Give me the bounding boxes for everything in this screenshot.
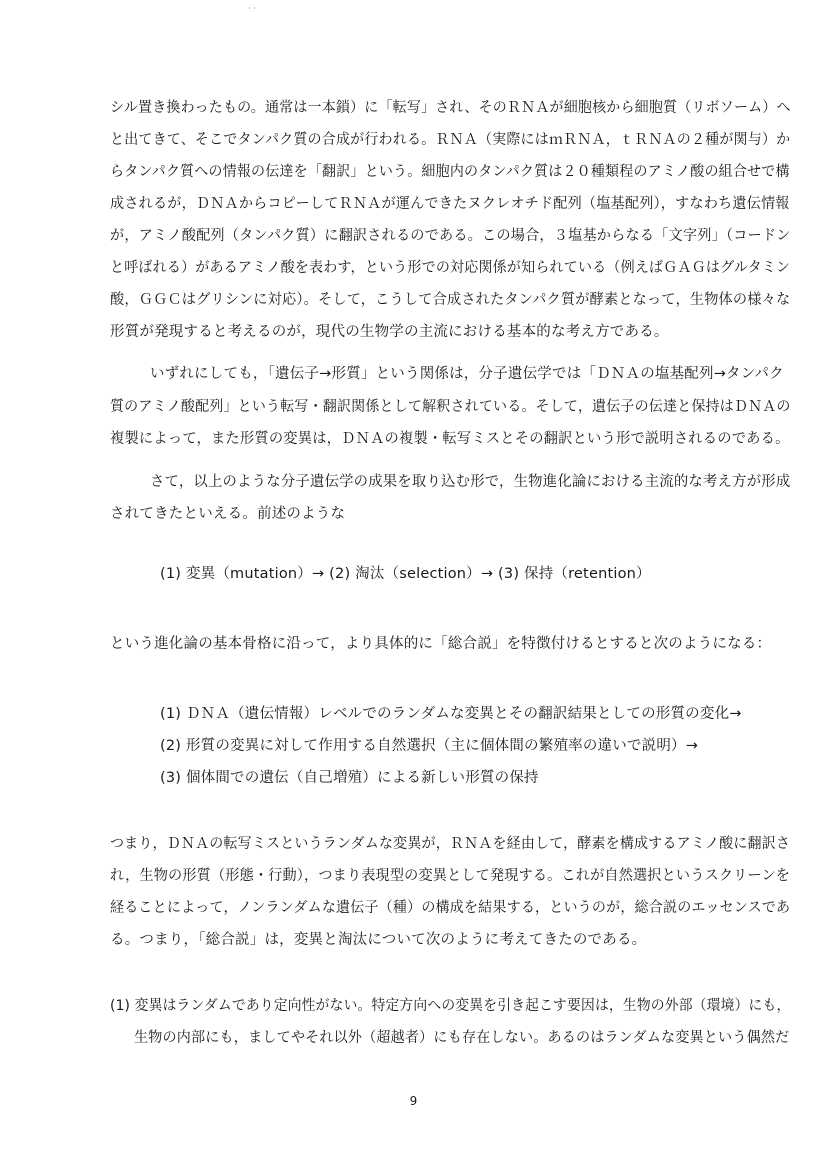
text-line: と出てきて、そこでタンパク質の合成が行われる。ＲＮＡ（実際にはｍＲＮＡ，ｔＲＮＡの２種が関与）か: [110, 132, 791, 148]
scan-speck: · ·: [248, 4, 256, 13]
text-line: らタンパク質への情報の伝達を「翻訳」という。細胞内のタンパク質は２０種類程のアミノ酸の組合せで構: [110, 164, 790, 180]
text-line: シル置き換わったもの。通常は一本鎖）に「転写」され、そのＲＮＡが細胞核から細胞質（リボソーム）へ: [110, 100, 791, 116]
text-line: と呼ばれる）があるアミノ酸を表わす，という形での対応関係が知られている（例えばＧＡＧはグルタミン: [110, 260, 791, 276]
text-line: る。つまり，「総合説」は，変異と淘汰について次のように考えてきたのである。: [110, 932, 647, 948]
text-line: 形質が発現すると考えるのが，現代の生物学の主流における基本的な考え方である。: [110, 324, 669, 340]
text-line: れ，生物の形質（形態・行動），つまり表現型の変異として発現する。これが自然選択というスクリーンを: [110, 868, 791, 884]
text-line: (1) 変異はランダムであり定向性がない。特定方向への変異を引き起こす要因は，生物の外部（環境）にも，: [110, 998, 791, 1014]
page-number: 9: [409, 1094, 418, 1108]
evolution-scheme: (1) 変異（mutation）→ (2) 淘汰（selection）→ (3) 保持（retention）: [160, 566, 651, 582]
text-line: いずれにしても，「遺伝子→形質」という関係は，分子遺伝学では「ＤＮＡの塩基配列→タンパク: [150, 366, 784, 382]
text-line: 酸，ＧＧＣはグリシンに対応）。そして，こうして合成されたタンパク質が酵素となって，生物体の様々な: [110, 292, 791, 308]
text-line: さて，以上のような分子遺伝学の成果を取り込む形で，生物進化論における主流的な考え方が形成: [150, 474, 791, 490]
text-line: 生物の内部にも，ましてやそれ以外（超越者）にも存在しない。あるのはランダムな変異という偶然だ: [134, 1030, 790, 1046]
list-item: (2) 形質の変異に対して作用する自然選択（主に個体間の繁殖率の違いで説明）→: [160, 738, 699, 754]
list-item: (3) 個体間での遺伝（自己増殖）による新しい形質の保持: [160, 770, 539, 786]
text-line: 複製によって，また形質の変異は，ＤＮＡの複製・転写ミスとその翻訳という形で説明されるのである。: [110, 431, 790, 447]
text-line: 質のアミノ酸配列」という転写・翻訳関係として解釈されている。そして，遺伝子の伝達と保持はＤＮＡの: [110, 399, 791, 415]
text-line: されてきたといえる。前述のような: [110, 506, 346, 522]
text-line: 成されるが，ＤＮＡからコピーしてＲＮＡが運んできたヌクレオチド配列（塩基配列），すなわち遺伝情報: [110, 196, 790, 212]
text-line: が，アミノ酸配列（タンパク質）に翻訳されるのである。この場合，３塩基からなる「文字列」（コードン: [110, 228, 791, 244]
text-line: という進化論の基本骨格に沿って，より具体的に「総合説」を特徴付けるとすると次のようになる：: [110, 636, 772, 652]
text-line: つまり，ＤＮＡの転写ミスというランダムな変異が，ＲＮＡを経由して，酵素を構成するアミノ酸に翻訳さ: [110, 836, 791, 852]
list-item: (1) ＤＮＡ（遺伝情報）レベルでのランダムな変異とその翻訳結果としての形質の変化→: [160, 706, 742, 722]
text-line: 経ることによって，ノンランダムな遺伝子（種）の構成を結果する，というのが，総合説のエッセンスであ: [110, 900, 791, 916]
